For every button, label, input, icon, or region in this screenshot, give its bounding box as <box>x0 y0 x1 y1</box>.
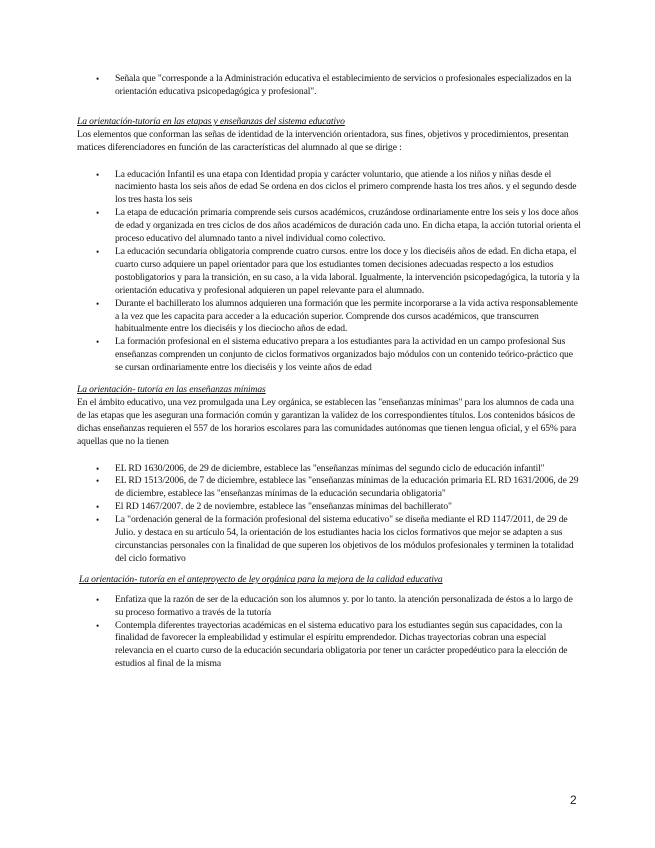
list-item-text: Enfatiza que la razón de ser de la educación son los alumnos y. por lo tanto. la atención personalizada de éstos a lo largo de su proceso formativo a través de la tutoría <box>115 593 573 618</box>
section-heading-ensenanzas-minimas: La orientación- tutoría en las enseñanzas mínimas <box>77 384 266 396</box>
list-item-text: La educación Infantil es una etapa con Identidad propia y carácter voluntario, que atiende a los niños y niñas desde el nacimiento hasta los seis años de edad Se ordena en dos ciclos el primero comprende hasta los tres años. y el segundo desde los tres hasta los seis <box>115 168 577 206</box>
bullet-icon: • <box>96 298 100 309</box>
list-item-text: Contempla diferentes trayectorias académicas en el sistema educativo para los estudiantes según sus capacidades, con la finalidad de favorecer la empleabilidad y estimular el espíritu emprendedor. Dichas trayectorias cobran una especial relevancia en el cuarto curso de la educación secundaria obligatoria por tener un carácter propedéutico para la elección de estudios al final de la misma <box>115 619 568 670</box>
bullet-icon: • <box>96 620 100 631</box>
list-item <box>77 475 582 501</box>
list-item <box>77 594 582 620</box>
intro-list <box>77 73 582 99</box>
list-item <box>77 73 582 99</box>
list-item <box>77 501 582 514</box>
bullet-icon: • <box>96 502 100 513</box>
page-number: 2 <box>570 793 577 807</box>
bullet-icon: • <box>96 169 100 180</box>
list-item <box>77 246 582 298</box>
bullet-icon: • <box>96 246 100 257</box>
list-item-text: EL RD 1630/2006, de 29 de diciembre, establece las "enseñanzas mínimas del segundo ciclo de educación infantil" <box>115 462 545 474</box>
list-item <box>77 298 582 337</box>
bullet-icon: • <box>96 74 100 84</box>
bullet-icon: • <box>96 337 100 348</box>
list-item <box>77 207 582 246</box>
bullet-icon: • <box>96 594 100 605</box>
list-item <box>77 463 582 476</box>
section-heading-anteproyecto: La orientación- tutoría en el anteproyecto de ley orgánica para la mejora de la calidad educativa <box>79 573 443 585</box>
bullet-icon: • <box>96 463 100 474</box>
anteproyecto-list <box>77 594 582 671</box>
list-item <box>77 620 582 672</box>
list-item-text: El RD 1467/2007. de 2 de noviembre, establece las "enseñanzas mínimas del bachillerato" <box>115 501 452 513</box>
list-item-text: La etapa de educación primaria comprende seis cursos académicos, cruzándose ordinariamente entre los seis y los doce años de edad y organizada en tres ciclos de dos años académicos de duración cada uno. En dicha etapa, la acción tutorial orienta el proceso educativo del alumnado tanto a nivel individual como colectivo. <box>115 207 581 245</box>
page-content <box>77 73 582 671</box>
section-heading-etapas: La orientación-tutoría en las etapas y enseñanzas del sistema educativo <box>77 115 345 127</box>
list-item-text: Señala que "corresponde a la Administración educativa el establecimiento de servicios o profesionales especializados en la orientación educativa psicopedagógica y profesional". <box>115 73 572 97</box>
list-item-text: La formación profesional en el sistema educativo prepara a los estudiantes para la actividad en un campo profesional Sus enseñanzas comprenden un conjunto de ciclos formativos organizados bajo módulos con un contenido teórico-práctico que se cursan ordinariamente entre los dieciséis y los veinte años de edad <box>115 336 573 374</box>
list-item-text: La "ordenación general de la formación profesional del sistema educativo" se diseña mediante el RD 1147/2011, de 29 de Julio. y destaca en su artículo 54, la orientación de los estudiantes hacia los ciclos formativos que mejor se adapten a sus circunstancias personales con la finalidad de que superen los objetivos de los módulos profesionales y terminen la totalidad del ciclo formativo <box>115 514 574 564</box>
list-item-text: Durante el bachillerato los alumnos adquieren una formación que les permite incorporarse a la vida activa responsablemente a la vez que les capacita para acceder a la educación superior. Comprende dos cursos académicos, que transcurren habitualmente entre los dieciséis y los dieciocho años de edad. <box>115 297 578 335</box>
list-item <box>77 336 582 375</box>
list-item-text: EL RD 1513/2006, de 7 de diciembre, establece las "enseñanzas mínimas de la educación primaria EL RD 1631/2006, de 29 de diciembre, establece las "enseñanzas mínimas de la educación secundaria obligatoria" <box>115 475 579 500</box>
ensenanzas-minimas-list <box>77 463 582 566</box>
etapas-list <box>77 169 582 376</box>
section-paragraph-ensenanzas-minimas: En el ámbito educativo, una vez promulgada una Ley orgánica, se establecen las "enseñanzas mínimas" para los alumnos de cada una de las etapas que les aseguran una formación común y garantizan la validez de los correspondientes títulos. Los contenidos básicos de dichas enseñanzas requieren el 557 de los horarios escolares para las comunidades autónomas que tienen lengua oficial, y el 65% para aquellas que no la tienen <box>77 396 577 447</box>
bullet-icon: • <box>96 208 100 219</box>
list-item <box>77 514 582 566</box>
list-item <box>77 169 582 208</box>
bullet-icon: • <box>96 515 100 526</box>
list-item-text: La educación secundaria obligatoria comprende cuatro cursos. entre los doce y los dieciséis años de edad. En dicha etapa, el cuarto curso adquiere un papel orientador para que los estudiantes tomen decisiones adecuadas respecto a los estudios postobligatorios y para la transición, en su caso, a la vida laboral. Igualmente, la intervención psicopedagógica, la tutoría y la orientación educativa y profesional adquieren un papel relevante para el alumnado. <box>115 245 580 296</box>
section-paragraph-etapas: Los elementos que conforman las señas de identidad de la intervención orientadora, sus fines, objetivos y procedimientos, presentan matices diferenciadores en función de las características del alumnado al que se dirige : <box>77 128 569 153</box>
bullet-icon: • <box>96 476 100 487</box>
